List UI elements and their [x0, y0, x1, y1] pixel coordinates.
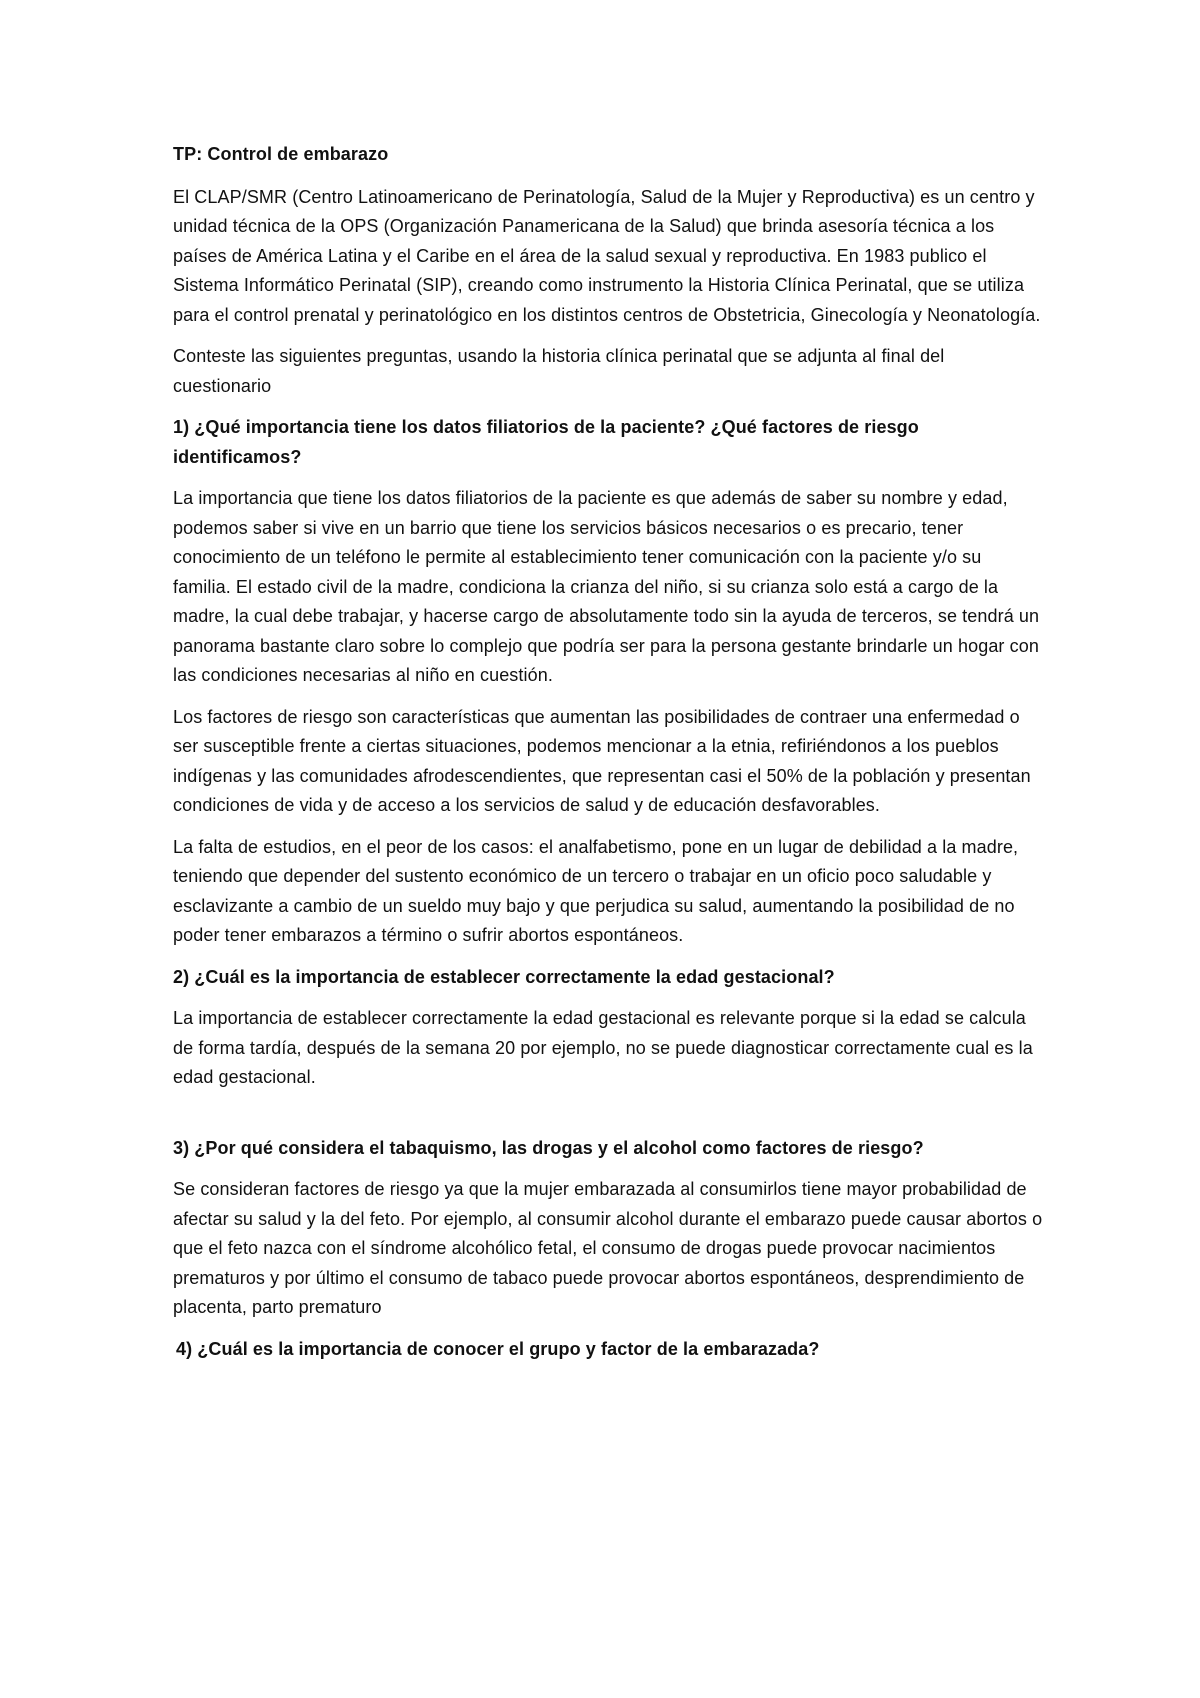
- document-title: TP: Control de embarazo: [173, 144, 389, 164]
- intro-paragraph: El CLAP/SMR (Centro Latinoamericano de Perinatología, Salud de la Mujer y Reproductiva) es un centro y unidad técnica de la OPS (Organización Panamericana de la Salud) que brinda asesoría técnica a los países de América Latina y el Caribe en el área de la salud sexual y reproductiva. En 1983 publico el Sistema Informático Perinatal (SIP), creando como instrumento la Historia Clínica Perinatal, que se utiliza para el control prenatal y perinatológico en los distintos centros de Obstetricia, Ginecología y Neonatología.: [173, 186, 1041, 325]
- blank-line: [173, 1105, 1043, 1134]
- question-1: 1) ¿Qué importancia tiene los datos filiatorios de la paciente? ¿Qué factores de riesgo identificamos?: [173, 417, 919, 467]
- instructions-paragraph: Conteste las siguientes preguntas, usando la historia clínica perinatal que se adjunta al final del cuestionario: [173, 346, 945, 396]
- answer-3-paragraph: Se consideran factores de riesgo ya que la mujer embarazada al consumirlos tiene mayor probabilidad de afectar su salud y la del feto. Por ejemplo, al consumir alcohol durante el embarazo puede causar abortos o que el feto nazca con el síndrome alcohólico fetal, el consumo de drogas puede provocar nacimientos prematuros y por último el consumo de tabaco puede provocar abortos espontáneos, desprendimiento de placenta, parto prematuro: [173, 1179, 1043, 1317]
- question-3: 3) ¿Por qué considera el tabaquismo, las drogas y el alcohol como factores de riesgo?: [173, 1137, 924, 1158]
- answer-1-paragraph-3: La falta de estudios, en el peor de los casos: el analfabetismo, pone en un lugar de debilidad a la madre, teniendo que depender del sustento económico de un tercero o trabajar en un oficio poco saludable y esclavizante a cambio de un sueldo muy bajo y que perjudica su salud, aumentando la posibilidad de no poder tener embarazos a término o sufrir abortos espontáneos.: [173, 836, 1019, 945]
- answer-1-paragraph-1: La importancia que tiene los datos filiatorios de la paciente es que además de saber su nombre y edad, podemos saber si vive en un barrio que tiene los servicios básicos necesarios o es precario, tener conocimiento de un teléfono le permite al establecimiento tener comunicación con la paciente y/o su familia. El estado civil de la madre, condiciona la crianza del niño, si su crianza solo está a cargo de la madre, la cual debe trabajar, y hacerse cargo de absolutamente todo sin la ayuda de terceros, se tendrá un panorama bastante claro sobre lo complejo que podría ser para la persona gestante brindarle un hogar con las condiciones necesarias al niño en cuestión.: [173, 488, 1040, 685]
- question-2: 2) ¿Cuál es la importancia de establecer correctamente la edad gestacional?: [173, 966, 835, 987]
- answer-2-paragraph: La importancia de establecer correctamente la edad gestacional es relevante porque si la edad se calcula de forma tardía, después de la semana 20 por ejemplo, no se puede diagnosticar correctamente cual es la edad gestacional.: [173, 1008, 1033, 1087]
- answer-1-paragraph-2: Los factores de riesgo son características que aumentan las posibilidades de contraer una enfermedad o ser susceptible frente a ciertas situaciones, podemos mencionar a la etnia, refiriéndonos a los pueblos indígenas y las comunidades afrodescendientes, que representan casi el 50% de la población y presentan condiciones de vida y de acceso a los servicios de salud y de educación desfavorables.: [173, 706, 1031, 815]
- document-page: [173, 140, 1043, 1376]
- question-4: 4) ¿Cuál es la importancia de conocer el grupo y factor de la embarazada?: [176, 1338, 820, 1359]
